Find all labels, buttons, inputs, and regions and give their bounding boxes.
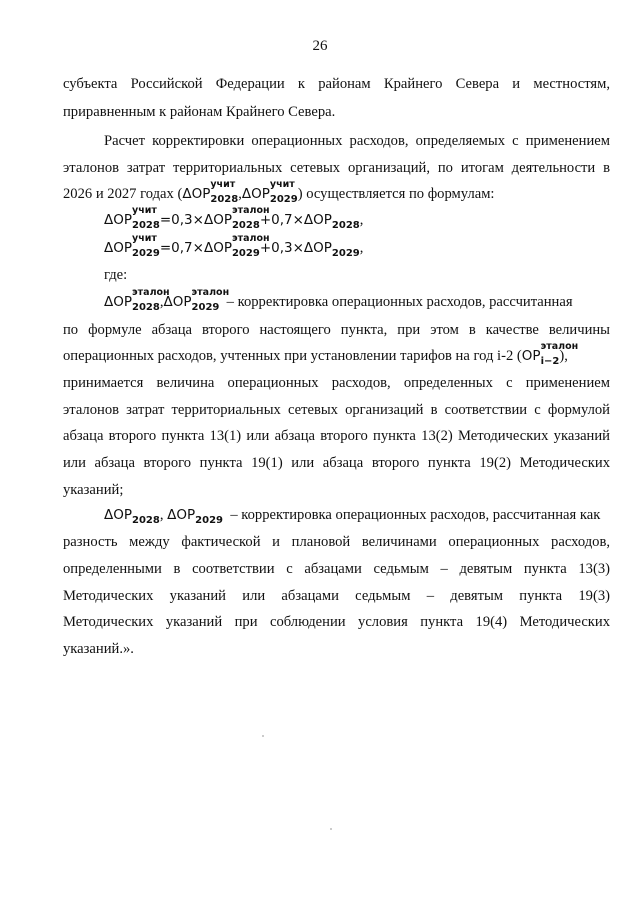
text-line: указаний.». bbox=[63, 641, 134, 657]
text-line: по формуле абзаца второго настоящего пункта, при этом в качестве величины bbox=[63, 322, 610, 338]
scan-artifact bbox=[330, 828, 332, 830]
text-line-with-formula: операционных расходов, учтенных при установлении тарифов на год i-2 (ОР эталон $_{i-2}$), bbox=[63, 341, 579, 367]
text-line: разность между фактической и плановой величинами операционных расходов, bbox=[63, 534, 610, 550]
math-symbol: ΔОР bbox=[182, 186, 211, 202]
text-line: принимается величина операционных расходов, определенных с применением bbox=[63, 375, 610, 391]
page-number: 26 bbox=[312, 38, 328, 54]
text-line: где: bbox=[104, 267, 128, 283]
text-line: или абзаца второго пункта 19(1) или абзаца второго пункта 19(2) Методических bbox=[63, 455, 610, 471]
math-index: учит $_{2028}$ bbox=[210, 179, 239, 205]
text-line: указаний; bbox=[63, 482, 124, 498]
text-line: эталонов затрат территориальных сетевых организаций в соответствии с формулой bbox=[63, 402, 610, 418]
definition-actual: $\Delta ОР_{2028}$, $\Delta ОР_{2029}$ – корректировка операционных расходов, рассчитанная как bbox=[104, 507, 601, 526]
formula-2028: ΔОР учит $_{2028}$=0,3×ΔОР эталон $_{2028}+0,7\times\Delta ОР_{2028}$, bbox=[104, 205, 364, 231]
scan-artifact bbox=[262, 735, 264, 737]
text-line: абзаца второго пункта 13(1) или абзаца второго пункта 13(2) Методических указаний bbox=[63, 428, 610, 444]
math-index: учит $_{2029}$ bbox=[269, 179, 298, 205]
definition-etalon: ΔОР эталон $_{2028}$,ΔОР эталон $_{2029}$ – корректировка операционных расходов, рассчитанная bbox=[104, 287, 573, 313]
text-fragment: 2026 и 2027 годах ( bbox=[63, 186, 183, 202]
text-line: приравненным к районам Крайнего Севера. bbox=[63, 104, 336, 120]
text-line: определенными в соответствии с абзацами седьмым – девятым пункта 13(3) bbox=[63, 561, 610, 577]
text-line: субъекта Российской Федерации к районам Крайнего Севера и местностям, bbox=[63, 76, 610, 92]
text-line: Методических указаний при соблюдении условия пункта 19(4) Методических bbox=[63, 614, 610, 630]
formula-2029: ΔОР учит $_{2029}$=0,7×ΔОР эталон $_{2029}+0,3\times\Delta ОР_{2029}$, bbox=[104, 233, 364, 259]
math-comma: , bbox=[238, 186, 242, 202]
math-symbol: ΔОР bbox=[241, 186, 270, 202]
text-line: эталонов затрат территориальных сетевых организаций, по итогам деятельности в bbox=[63, 160, 610, 176]
text-line: Расчет корректировки операционных расходов, определяемых с применением bbox=[104, 133, 610, 149]
text-fragment: ) осуществляется по формулам: bbox=[297, 186, 495, 202]
text-line: Методических указаний или абзацами седьмым – девятым пункта 19(3) bbox=[63, 588, 610, 604]
